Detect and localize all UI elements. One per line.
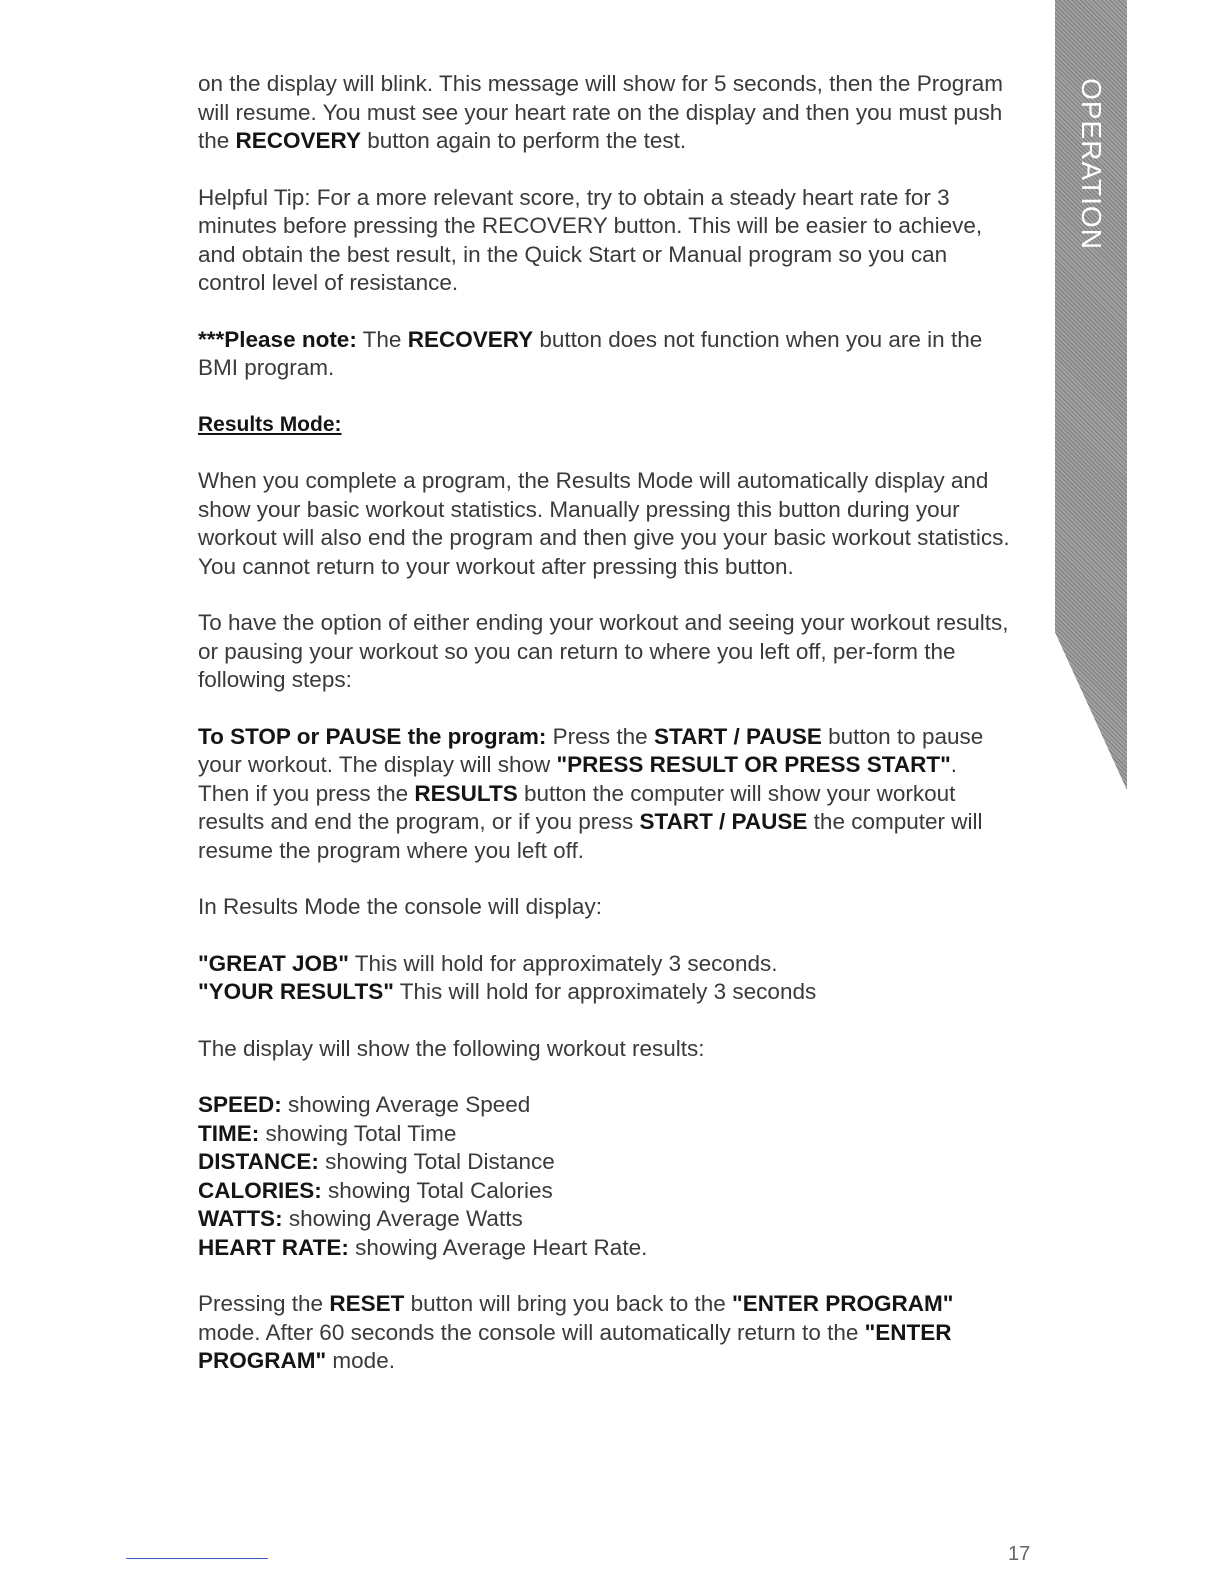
result-watts: WATTS: showing Average Watts [198,1206,523,1231]
console-messages [198,950,1013,1007]
paragraph-recovery-blink: on the display will blink. This message will show for 5 seconds, then the Program will resume. You must see your heart rate on the display and then you must push the RECOVERY button again to perform the test. [198,71,1003,153]
page-number: 17 [1008,1543,1031,1565]
paragraph-workout-results: The display will show the following workout results: [198,1035,705,1061]
paragraph-results-intro: When you complete a program, the Results Mode will automatically display and show your basic workout statistics. Manually pressing this button during your workout will also end the program and then give you your basic workout statistics. You cannot return to your workout after pressing this button. [198,468,1010,579]
message-your-results: "YOUR RESULTS" This will hold for approximately 3 seconds [198,979,817,1004]
result-time: TIME: showing Total Time [198,1120,457,1146]
results-mode-heading: Results Mode: [198,412,342,436]
message-great-job: "GREAT JOB" This will hold for approximately 3 seconds. [198,950,778,976]
document-body [198,70,1013,1376]
result-speed: SPEED: showing Average Speed [198,1092,531,1117]
result-calories: CALORIES: showing Total Calories [198,1177,553,1203]
footer-rule [126,1558,268,1559]
section-tab-label: OPERATION [1076,78,1107,250]
paragraph-console-display: In Results Mode the console will display: [198,894,602,919]
result-heart-rate: HEART RATE: showing Average Heart Rate. [198,1234,648,1260]
paragraph-options: To have the option of either ending your workout and seeing your workout results, or pausing your workout so you can return to where you left off, per-form the following steps: [198,610,1009,692]
paragraph-please-note: ***Please note: The RECOVERY button does not function when you are in the BMI program. [198,326,983,380]
paragraph-helpful-tip: Helpful Tip: For a more relevant score, try to obtain a steady heart rate for 3 minutes before pressing the RECOVERY button. This will be easier to achieve, and obtain the best result, in the Quick Start or Manual program so you can control level of resistance. [198,184,983,295]
result-distance: DISTANCE: showing Total Distance [198,1149,555,1174]
paragraph-reset: Pressing the RESET button will bring you back to the "ENTER PROGRAM" mode. After 60 seconds the console will automatically return to the "ENTER PROGRAM" mode. [198,1291,954,1373]
results-list [198,1091,1013,1262]
paragraph-stop-pause: To STOP or PAUSE the program: Press the START / PAUSE button to pause your workout. The display will show "PRESS RESULT OR PRESS START". Then if you press the RESULTS button the computer will show your workout results and end the program, or if you press START / PAUSE the computer will resume the program where you left off. [198,723,984,863]
